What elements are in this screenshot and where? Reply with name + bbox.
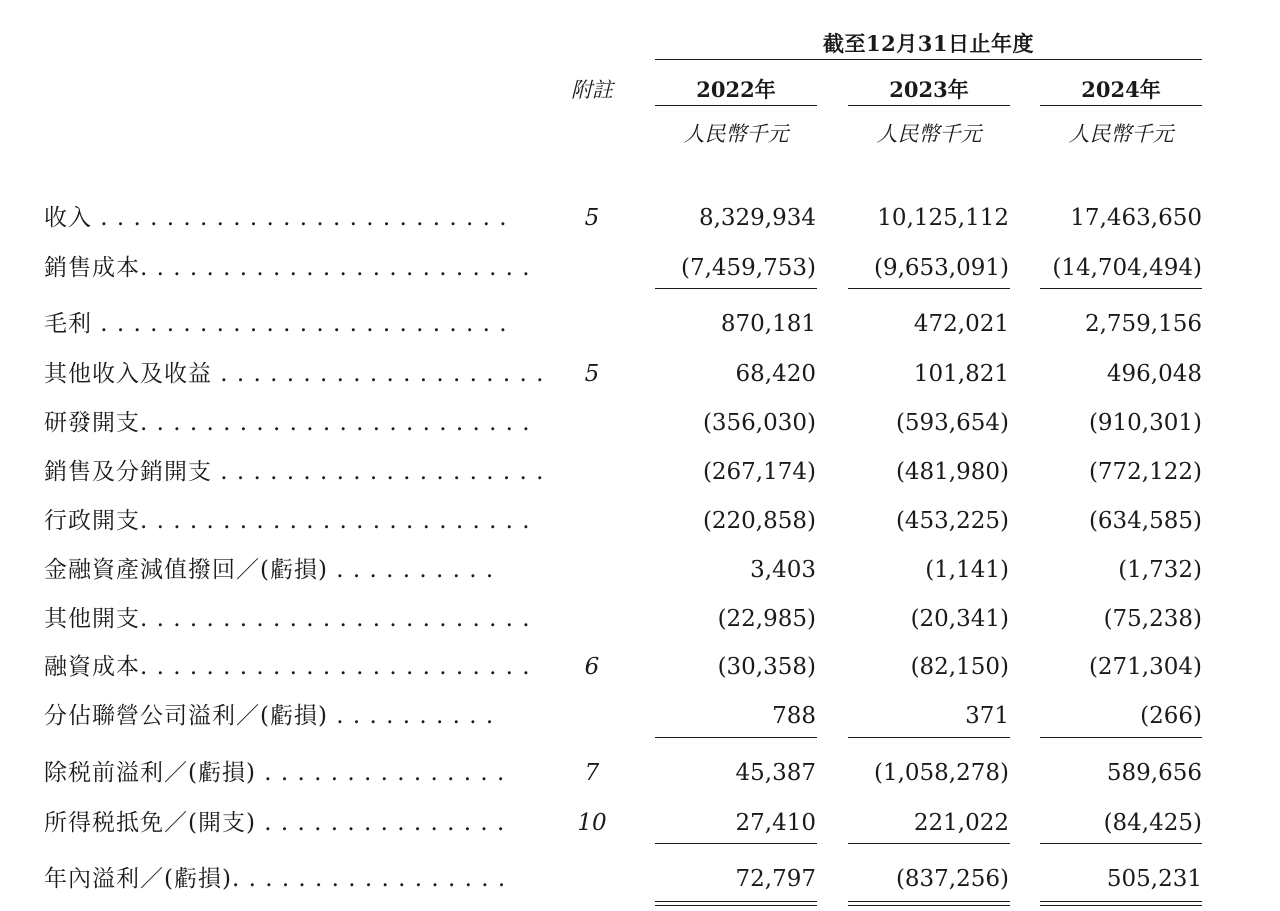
value-2023: 472,021 bbox=[913, 311, 1009, 337]
value-2023: (453,225) bbox=[895, 508, 1009, 534]
subtotal-rule bbox=[848, 843, 1010, 844]
value-2022: 72,797 bbox=[735, 866, 816, 892]
value-2023: (20,341) bbox=[910, 606, 1009, 632]
value-2022: (356,030) bbox=[702, 410, 816, 436]
row-other-expenses bbox=[0, 601, 1280, 637]
value-2024: (1,732) bbox=[1118, 557, 1202, 583]
row-label: 分佔聯營公司溢利／(虧損) . . . . . . . . . . bbox=[44, 703, 495, 729]
value-2024: (75,238) bbox=[1103, 606, 1202, 632]
value-2022: 3,403 bbox=[750, 557, 816, 583]
value-2022: (267,174) bbox=[702, 459, 816, 485]
unit-label: 人民幣千元 bbox=[1068, 122, 1174, 146]
subtotal-rule bbox=[1040, 288, 1202, 289]
value-2022: 45,387 bbox=[735, 760, 816, 786]
row-cost-of-sales bbox=[0, 250, 1280, 286]
total-double-rule bbox=[848, 901, 1010, 906]
value-2024: 2,759,156 bbox=[1084, 311, 1202, 337]
row-revenue bbox=[0, 200, 1280, 236]
value-2023: (9,653,091) bbox=[873, 255, 1009, 281]
value-2024: 496,048 bbox=[1106, 361, 1202, 387]
value-2024: (266) bbox=[1140, 703, 1202, 729]
value-2022: 68,420 bbox=[735, 361, 816, 387]
value-2023: (1,141) bbox=[925, 557, 1009, 583]
row-note: 5 bbox=[584, 361, 600, 387]
value-2022: 27,410 bbox=[735, 810, 816, 836]
value-2023: 101,821 bbox=[913, 361, 1009, 387]
row-label: 除税前溢利／(虧損) . . . . . . . . . . . . . . . bbox=[44, 760, 506, 786]
value-2024: (910,301) bbox=[1088, 410, 1202, 436]
value-2023: (481,980) bbox=[895, 459, 1009, 485]
row-impairment bbox=[0, 552, 1280, 588]
value-2023: (837,256) bbox=[895, 866, 1009, 892]
subtotal-rule bbox=[655, 288, 817, 289]
row-label: 融資成本. . . . . . . . . . . . . . . . . . . . . . . . bbox=[44, 654, 531, 680]
row-admin-expenses bbox=[0, 503, 1280, 539]
row-label: 毛利 . . . . . . . . . . . . . . . . . . . . . . . . . bbox=[44, 311, 508, 337]
value-2024: (84,425) bbox=[1103, 810, 1202, 836]
value-2024: 505,231 bbox=[1106, 866, 1202, 892]
year-label: 2024年 bbox=[1081, 77, 1161, 102]
row-note: 6 bbox=[584, 654, 600, 680]
value-2022: (22,985) bbox=[717, 606, 816, 632]
row-finance-costs bbox=[0, 649, 1280, 685]
value-2023: 221,022 bbox=[913, 810, 1009, 836]
row-selling-expenses bbox=[0, 454, 1280, 490]
year-underline bbox=[848, 105, 1010, 106]
value-2023: (593,654) bbox=[895, 410, 1009, 436]
row-label: 其他收入及收益 . . . . . . . . . . . . . . . . . . . . bbox=[44, 361, 545, 387]
period-header: 截至12月31日止年度 bbox=[823, 31, 1034, 56]
row-profit-before-tax bbox=[0, 755, 1280, 791]
row-label: 收入 . . . . . . . . . . . . . . . . . . . . . . . . . bbox=[44, 205, 508, 231]
value-2022: 870,181 bbox=[720, 311, 816, 337]
note-column-header: 附註 bbox=[571, 78, 613, 102]
subtotal-rule bbox=[655, 843, 817, 844]
row-gross-profit bbox=[0, 306, 1280, 342]
unit-label: 人民幣千元 bbox=[683, 122, 789, 146]
row-note: 10 bbox=[577, 810, 607, 836]
value-2022: 8,329,934 bbox=[698, 205, 816, 231]
subtotal-rule bbox=[1040, 843, 1202, 844]
subtotal-rule bbox=[848, 737, 1010, 738]
value-2024: (634,585) bbox=[1088, 508, 1202, 534]
total-double-rule bbox=[655, 901, 817, 906]
value-2024: 17,463,650 bbox=[1070, 205, 1202, 231]
value-2023: (82,150) bbox=[910, 654, 1009, 680]
value-2024: (772,122) bbox=[1088, 459, 1202, 485]
row-other-income bbox=[0, 356, 1280, 392]
row-label: 銷售及分銷開支 . . . . . . . . . . . . . . . . . . . . bbox=[44, 459, 545, 485]
subtotal-rule bbox=[1040, 737, 1202, 738]
row-note: 5 bbox=[584, 205, 600, 231]
value-2022: (30,358) bbox=[717, 654, 816, 680]
row-label: 其他開支. . . . . . . . . . . . . . . . . . . . . . . . bbox=[44, 606, 531, 632]
value-2022: 788 bbox=[772, 703, 816, 729]
value-2023: 371 bbox=[965, 703, 1009, 729]
total-double-rule bbox=[1040, 901, 1202, 906]
unit-label: 人民幣千元 bbox=[876, 122, 982, 146]
value-2023: (1,058,278) bbox=[873, 760, 1009, 786]
year-underline bbox=[655, 105, 817, 106]
value-2022: (7,459,753) bbox=[680, 255, 816, 281]
row-profit-for-year bbox=[0, 861, 1280, 897]
subtotal-rule bbox=[655, 737, 817, 738]
year-label: 2023年 bbox=[889, 77, 969, 102]
year-underline bbox=[1040, 105, 1202, 106]
row-rnd-expenses bbox=[0, 405, 1280, 441]
value-2024: (14,704,494) bbox=[1052, 255, 1202, 281]
row-label: 所得税抵免／(開支) . . . . . . . . . . . . . . . bbox=[44, 810, 506, 836]
row-note: 7 bbox=[584, 760, 600, 786]
value-2024: 589,656 bbox=[1106, 760, 1202, 786]
row-share-of-associates bbox=[0, 698, 1280, 734]
row-label: 金融資產減值撥回／(虧損) . . . . . . . . . . bbox=[44, 557, 495, 583]
period-underline bbox=[655, 59, 1202, 60]
row-label: 年內溢利／(虧損). . . . . . . . . . . . . . . . . bbox=[44, 866, 507, 892]
row-label: 銷售成本. . . . . . . . . . . . . . . . . . . . . . . . bbox=[44, 255, 531, 281]
value-2024: (271,304) bbox=[1088, 654, 1202, 680]
value-2023: 10,125,112 bbox=[877, 205, 1009, 231]
row-income-tax bbox=[0, 805, 1280, 841]
row-label: 研發開支. . . . . . . . . . . . . . . . . . . . . . . . bbox=[44, 410, 531, 436]
row-label: 行政開支. . . . . . . . . . . . . . . . . . . . . . . . bbox=[44, 508, 531, 534]
subtotal-rule bbox=[848, 288, 1010, 289]
year-label: 2022年 bbox=[696, 77, 776, 102]
value-2022: (220,858) bbox=[702, 508, 816, 534]
